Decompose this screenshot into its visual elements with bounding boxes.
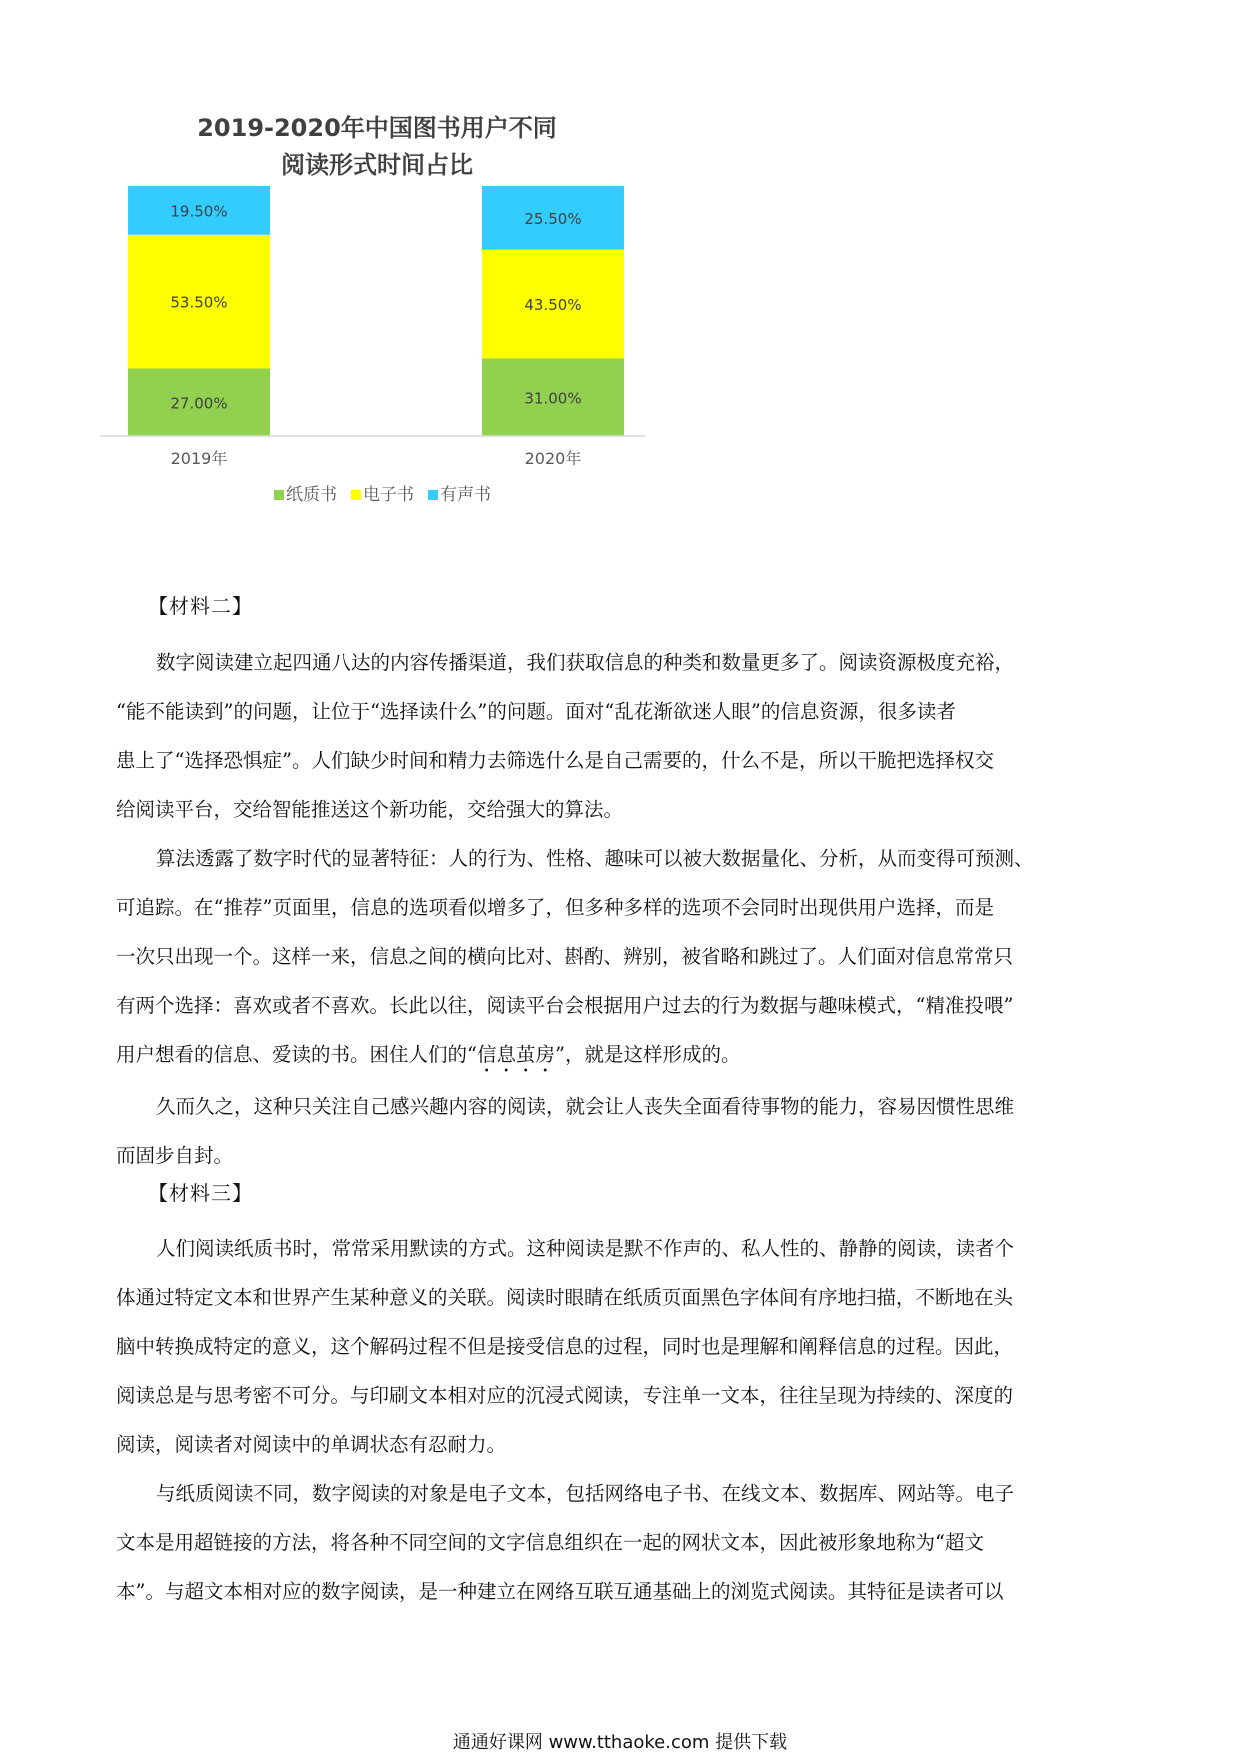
p4-line: 人们阅读纸质书时，常常采用默读的方式。这种阅读是默不作声的、私人性的、静静的阅读，读者个 xyxy=(156,1237,1015,1260)
p1-line: 给阅读平台，交给智能推送这个新功能，交给强大的算法。 xyxy=(116,798,624,821)
p2-last-before: 用户想看的信息、爱读的书。困住人们的“ xyxy=(116,1043,477,1066)
stacked-bar-chart xyxy=(100,100,740,580)
paragraph-4 xyxy=(116,1224,1126,1469)
p3-line: 而固步自封。 xyxy=(116,1144,234,1167)
bar-data-label-0-0: 27.00% xyxy=(170,394,228,413)
material2-heading: 【材料二】 xyxy=(148,594,253,618)
page-footer: 通通好课网 www.tthaoke.com 提供下载 xyxy=(452,1732,788,1753)
p2-last-line xyxy=(116,1030,1126,1079)
p4-line: 阅读，阅读者对阅读中的单调状态有忍耐力。 xyxy=(116,1433,507,1456)
chart-title-line-2: 阅读形式时间占比 xyxy=(281,151,473,179)
bar-data-label-0-2: 19.50% xyxy=(170,202,228,221)
p3-line: 久而久之，这种只关注自己感兴趣内容的阅读，就会让人丧失全面看待事物的能力，容易因惯性思维 xyxy=(156,1095,1015,1118)
p4-line: 阅读总是与思考密不可分。与印刷文本相对应的沉浸式阅读，专注单一文本，往往呈现为持续的、深度的 xyxy=(116,1384,1014,1407)
p5-line: 与纸质阅读不同，数字阅读的对象是电子文本，包括网络电子书、在线文本、数据库、网站等。电子 xyxy=(156,1482,1015,1505)
bar-data-label-1-2: 25.50% xyxy=(524,209,582,228)
material3-heading: 【材料三】 xyxy=(148,1181,253,1205)
p2-line: 算法透露了数字时代的显著特征：人的行为、性格、趣味可以被大数据量化、分析，从而变得可预测、 xyxy=(156,847,1034,870)
paragraph-2 xyxy=(116,834,1126,1079)
paragraph-1 xyxy=(116,638,1126,834)
legend-swatch-paper xyxy=(274,490,284,500)
x-tick-2019: 2019年 xyxy=(170,449,228,468)
bar-data-label-1-0: 31.00% xyxy=(524,389,582,408)
legend-label-paper: 纸质书 xyxy=(286,485,337,505)
p5-line: 本”。与超文本相对应的数字阅读，是一种建立在网络互联互通基础上的浏览式阅读。其特征是读者可以 xyxy=(116,1580,1004,1603)
p4-line: 体通过特定文本和世界产生某种意义的关联。阅读时眼睛在纸质页面黑色字体间有序地扫描，不断地在头 xyxy=(116,1286,1014,1309)
p1-line: 数字阅读建立起四通八达的内容传播渠道，我们获取信息的种类和数量更多了。阅读资源极度充裕， xyxy=(156,651,1015,674)
bars-group xyxy=(128,186,624,436)
paragraph-5 xyxy=(116,1469,1126,1616)
legend-swatch-audio xyxy=(428,490,438,500)
p2-line: 有两个选择：喜欢或者不喜欢。长此以往，阅读平台会根据用户过去的行为数据与趣味模式，“精准投喂” xyxy=(116,994,1014,1017)
emphasis-info-cocoon: 信息茧房 xyxy=(476,1043,555,1066)
bar-data-label-0-1: 53.50% xyxy=(170,293,228,312)
chart-title-line-1: 2019-2020年中国图书用户不同 xyxy=(197,114,557,142)
p1-line: 患上了“选择恐惧症”。人们缺少时间和精力去筛选什么是自己需要的，什么不是，所以干脆把选择权交 xyxy=(116,749,994,772)
bar-data-label-1-1: 43.50% xyxy=(524,296,582,315)
p4-line: 脑中转换成特定的意义，这个解码过程不但是接受信息的过程，同时也是理解和阐释信息的过程。因此， xyxy=(116,1335,1014,1358)
p2-line: 一次只出现一个。这样一来，信息之间的横向比对、斟酌、辨别，被省略和跳过了。人们面对信息常常只 xyxy=(116,945,1014,968)
legend-swatch-ebook xyxy=(351,490,361,500)
paragraph-3 xyxy=(116,1082,1126,1180)
p5-line: 文本是用超链接的方法，将各种不同空间的文字信息组织在一起的网状文本，因此被形象地称为“超文 xyxy=(116,1531,984,1554)
x-tick-2020: 2020年 xyxy=(524,449,582,468)
p2-line: 可追踪。在“推荐”页面里，信息的选项看似增多了，但多种多样的选项不会同时出现供用户选择，而是 xyxy=(116,896,994,919)
legend xyxy=(274,485,491,505)
p1-line: “能不能读到”的问题，让位于“选择读什么”的问题。面对“乱花渐欲迷人眼”的信息资源，很多读者 xyxy=(116,700,956,723)
legend-label-ebook: 电子书 xyxy=(363,485,414,505)
legend-label-audio: 有声书 xyxy=(440,485,491,505)
p2-last-after: ”，就是这样形成的。 xyxy=(555,1043,741,1066)
